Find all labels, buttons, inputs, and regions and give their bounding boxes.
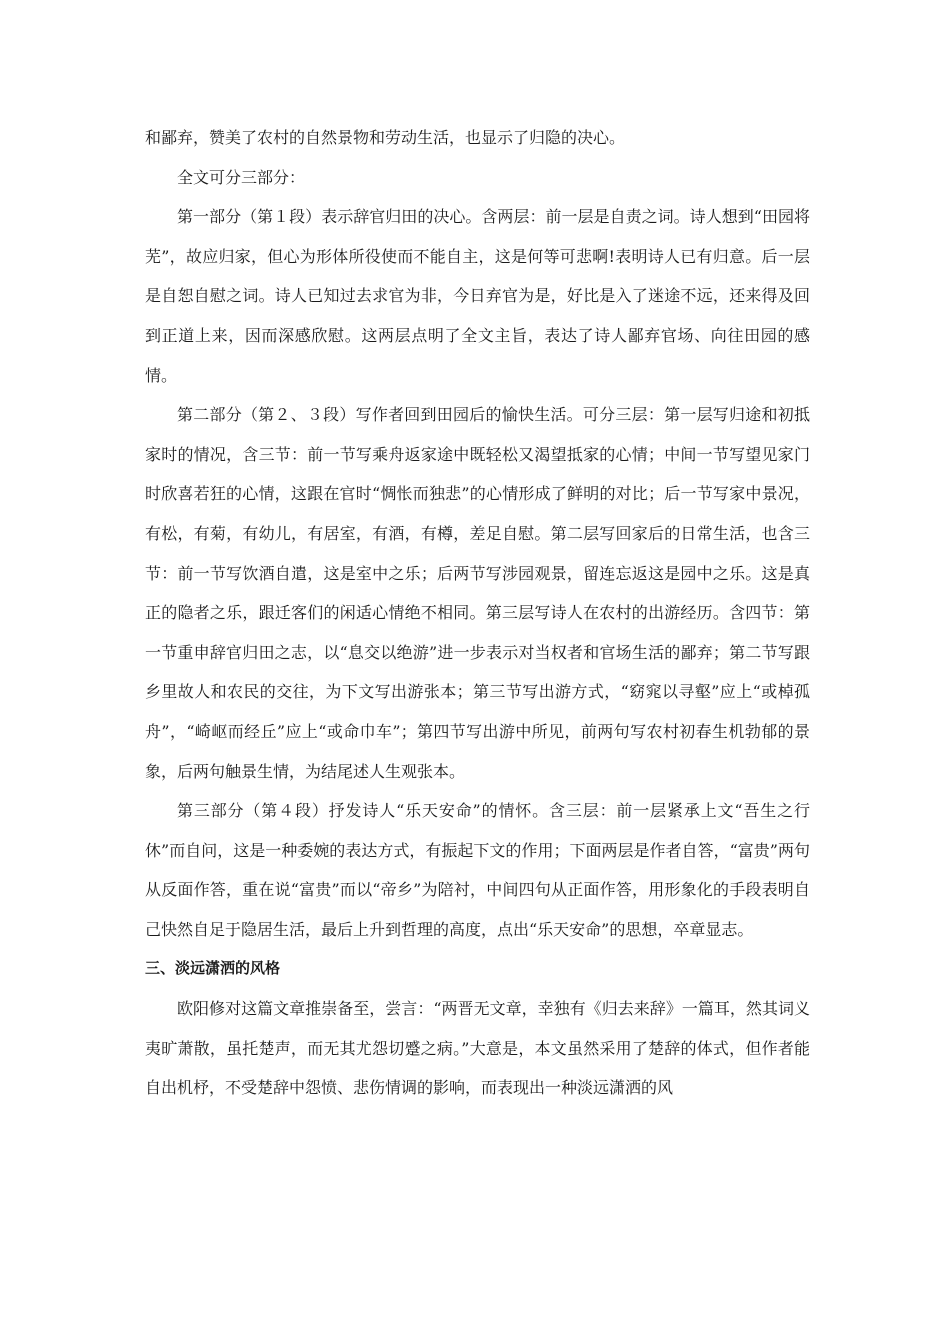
paragraph-structure-intro: 全文可分三部分： <box>177 167 306 187</box>
paragraph-style-analysis: 欧阳修对这篇文章推崇备至，尝言：“两晋无文章，幸独有《归去来辞》一篇耳，然其词义夷旷萧散，虽托楚声，而无其尤怨切蹙之病。”大意是，本文虽然采用了楚辞的体式，但作者能自出机杼，不受楚辞中怨愤、悲伤情调的影响，而表现出一种淡远潇洒的风 <box>145 999 810 1098</box>
paragraph-part-one: 第一部分（第１段）表示辞官归田的决心。含两层：前一层是自责之词。诗人想到“田园将芜”，故应归家，但心为形体所役使而不能自主，这是何等可悲啊!表明诗人已有归意。后一层是自恕自慰之词。诗人已知过去求官为非，今日弃官为是，好比是入了迷途不远，还来得及回到正道上来，因而深感欣慰。这两层点明了全文主旨，表达了诗人鄙弃官场、向往田园的感情。 <box>145 207 810 385</box>
paragraph-continuation: 和鄙弃，赞美了农村的自然景物和劳动生活，也显示了归隐的决心。 <box>145 128 626 147</box>
paragraph-part-two: 第二部分（第２、３段）写作者回到田园后的愉快生活。可分三层：第一层写归途和初抵家时的情况，含三节：前一节写乘舟返家途中既轻松又渴望抵家的心情；中间一节写望见家门时欣喜若狂的心情，这跟在官时“惆怅而独悲”的心情形成了鲜明的对比；后一节写家中景况，有松，有菊，有幼儿，有居室，有酒，有樽，差足自慰。第二层写回家后的日常生活，也含三节：前一节写饮酒自遣，这是室中之乐；后两节写涉园观景，留连忘返这是园中之乐。这是真正的隐者之乐，跟迁客们的闲适心情绝不相同。第三层写诗人在农村的出游经历。含四节：第一节重申辞官归田之志，以“息交以绝游”进一步表示对当权者和官场生活的鄙弃；第二节写跟乡里故人和农民的交往，为下文写出游张本；第三节写出游方式，“窈窕以寻壑”应上“或棹孤舟”，“崎岖而经丘”应上“或命巾车”；第四节写出游中所见，前两句写农村初春生机勃郁的景象，后两句触景生情，为结尾述人生观张本。 <box>145 405 810 781</box>
document-page <box>145 118 810 1108</box>
paragraph-part-three: 第三部分（第４段）抒发诗人“乐天安命”的情怀。含三层：前一层紧承上文“吾生之行休”而自问，这是一种委婉的表达方式，有振起下文的作用；下面两层是作者自答，“富贵”两句从反面作答，重在说“富贵”而以“帝乡”为陪衬，中间四句从正面作答，用形象化的手段表明自己快然自足于隐居生活，最后上升到哲理的高度，点出“乐天安命”的思想，卒章显志。 <box>145 801 810 939</box>
section-heading: 三、淡远潇洒的风格 <box>145 959 281 978</box>
